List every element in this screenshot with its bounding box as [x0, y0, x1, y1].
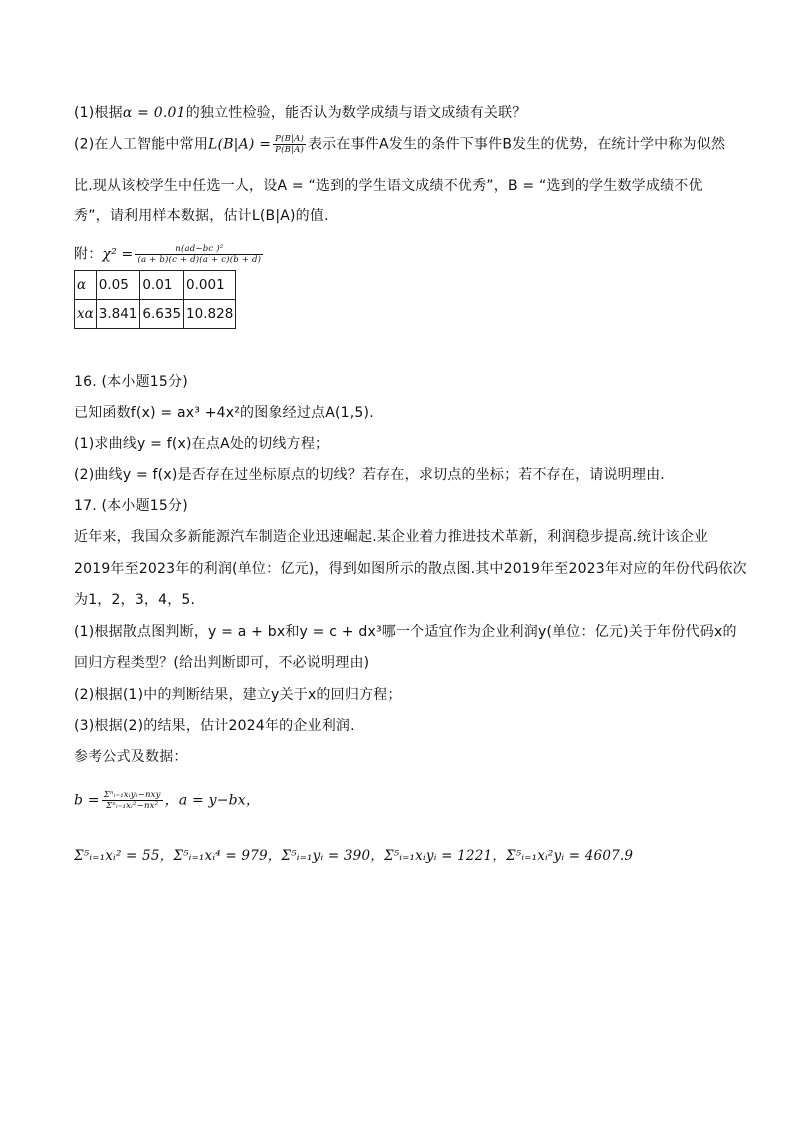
formula-b-lhs: b = [74, 792, 100, 809]
q17-part1-line1: (1)根据散点图判断，y = a + bx和y = c + dx³哪一个适宜作为企业利润y(单位：亿元)关于年份代码x的 [74, 624, 737, 640]
q15-fraction-numerator: P(B|A) [275, 134, 304, 144]
table-row [75, 271, 236, 300]
q17-reference-label: 参考公式及数据： [74, 749, 188, 765]
table-cell: α [75, 271, 97, 300]
table-cell: 3.841 [96, 300, 140, 329]
q15-likelihood-lhs: L(B|A) = [208, 136, 272, 153]
formula-b-denominator: Σⁿᵢ₌₁xᵢ²−nx² [106, 801, 159, 811]
q17-part2: (2)根据(1)中的判断结果，建立y关于x的回归方程； [74, 687, 402, 703]
table-cell: 0.05 [96, 271, 140, 300]
formula-a: ，a = y−bx， [164, 792, 261, 809]
chi-square-fraction [135, 244, 263, 265]
q15-likelihood-fraction [273, 134, 306, 155]
q15-part2-line2: 比.现从该校学生中任选一人，设A = “选到的学生语文成绩不优秀”，B = “选到的学生数学成绩不优 [74, 178, 703, 194]
appendix-label: 附： [74, 246, 103, 263]
critical-value-table [74, 270, 236, 329]
table-cell: 10.828 [184, 300, 236, 329]
q15-part2-prefix: (2)在人工智能中常用 [74, 136, 209, 153]
formula-b-fraction [102, 790, 163, 811]
q17-stem-line3: 为1，2，3，4，5. [74, 592, 196, 608]
chi-square-denominator: (a + b)(c + d)(a + c)(b + d) [137, 255, 262, 265]
q15-fraction-denominator: P(B|A) [275, 145, 304, 155]
table-cell: 6.635 [140, 300, 184, 329]
summation-data [74, 846, 633, 866]
q15-part2-text: 表示在事件A发生的条件下事件B发生的优势，在统计学中称为似然 [307, 136, 726, 153]
q17-part1-line2: 回归方程类型？(给出判断即可，不必说明理由) [74, 655, 370, 671]
q17-part3: (3)根据(2)的结果，估计2024年的企业利润. [74, 718, 355, 734]
table-cell: 0.001 [184, 271, 236, 300]
regression-formula [74, 790, 260, 811]
table-cell: xα [75, 300, 97, 329]
q15-part1 [74, 103, 527, 123]
formula-b-numerator: Σⁿᵢ₌₁xᵢyᵢ−nxy [103, 790, 161, 800]
q16-header: 16. (本小题15分) [74, 374, 188, 390]
q17-header: 17. (本小题15分) [74, 498, 188, 514]
q16-part2: (2)曲线y = f(x)是否存在过坐标原点的切线？若存在，求切点的坐标；若不存在，请说明理由. [74, 467, 665, 483]
q15-part1-prefix: (1)根据 [74, 105, 123, 121]
summation-values: Σ⁵ᵢ₌₁xᵢ² = 55，Σ⁵ᵢ₌₁xᵢ⁴ = 979，Σ⁵ᵢ₌₁yᵢ = 390，Σ⁵ᵢ₌₁xᵢyᵢ = 1221，Σ⁵ᵢ₌₁xᵢ²yᵢ = 4607.9 [74, 848, 634, 864]
q17-stem-line2: 2019年至2023年的利润(单位：亿元)，得到如图所示的散点图.其中2019年至2023年对应的年份代码依次 [74, 561, 747, 577]
chi-square-lhs: χ² = [102, 246, 134, 263]
q15-part1-text: 的独立性检验，能否认为数学成绩与语文成绩有关联？ [185, 105, 527, 121]
table-row [75, 300, 236, 329]
q15-part2 [74, 134, 725, 155]
q17-stem-line1: 近年来，我国众多新能源汽车制造企业迅速崛起.某企业着力推进技术革新，利润稳步提高.统计该企业 [74, 529, 709, 545]
chi-square-numerator: n(ad−bc )² [135, 244, 263, 255]
q15-appendix [74, 244, 265, 265]
table-cell: 0.01 [140, 271, 184, 300]
q16-stem: 已知函数f(x) = ax³ +4x²的图象经过点A(1,5). [74, 405, 374, 421]
q16-part1: (1)求曲线y = f(x)在点A处的切线方程； [74, 436, 330, 452]
q15-part2-line3: 秀”，请利用样本数据，估计L(B|A)的值. [74, 208, 329, 224]
q15-part1-alpha: α = 0.01 [122, 105, 186, 121]
